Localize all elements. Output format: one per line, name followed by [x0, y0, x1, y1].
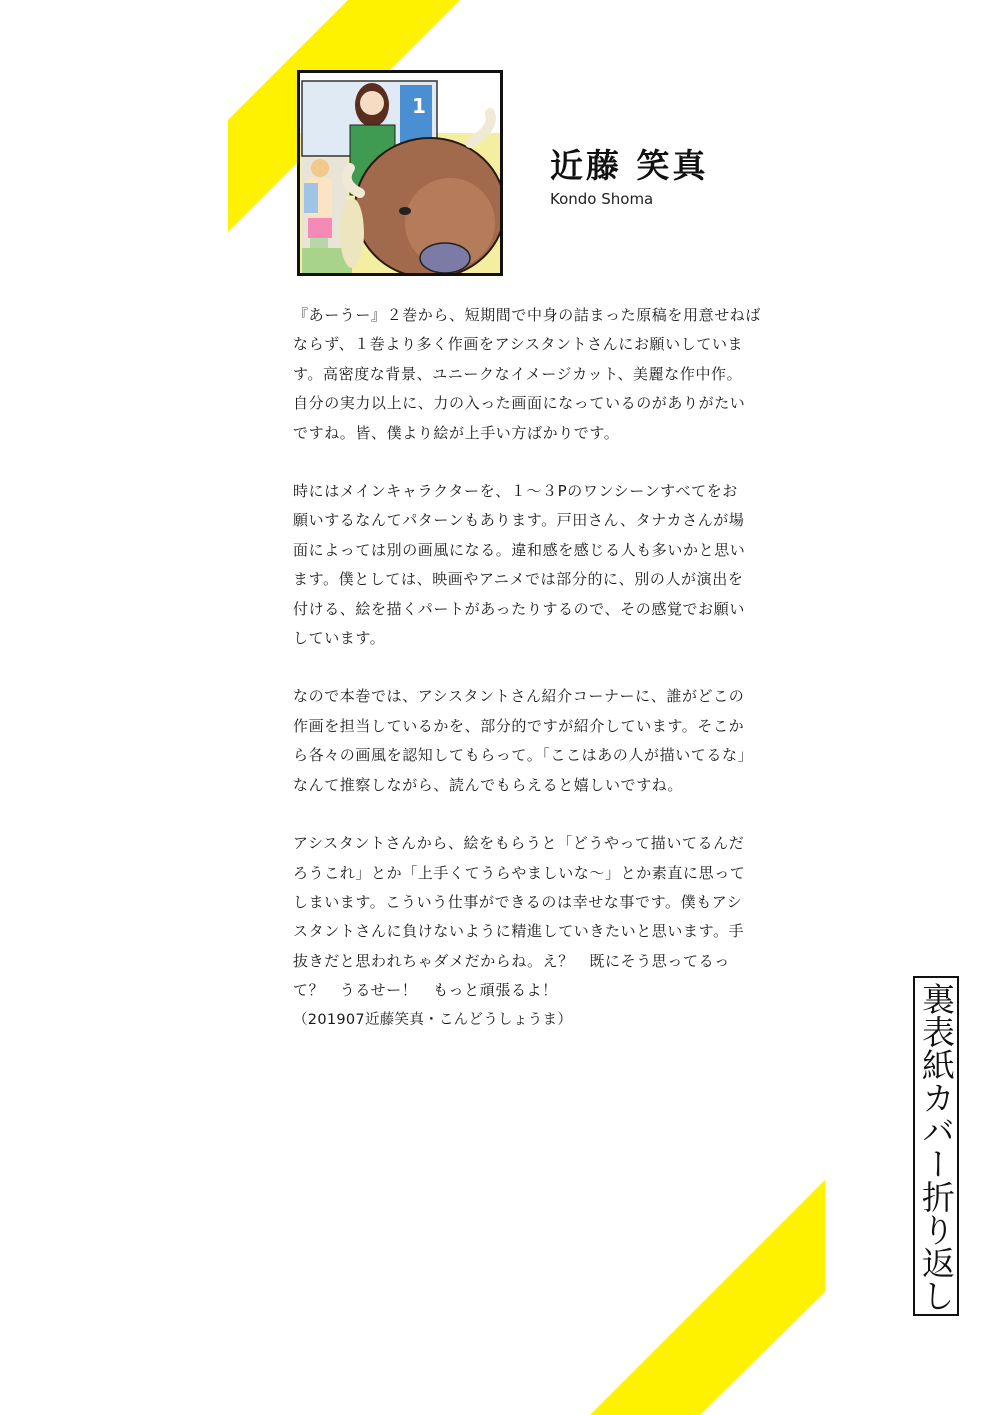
svg-text:1: 1 [412, 94, 426, 118]
essay-paragraph: 時にはメインキャラクターを、１〜３Pのワンシーンすべてをお 願いするなんてパターンもあります。戸田さん、タナカさんが場 面によっては別の画風になる。違和感を感じる人も多いかと思い ます。僕としては、映画やアニメでは部分的に、別の人が演出を 付ける、絵を描くパートがあったりするので、その感覚でお願い しています。 [293, 482, 746, 648]
cover-flap-label: 裏表紙カバー折り返し [913, 976, 959, 1316]
bottom-yellow-stripe [590, 1180, 825, 1415]
essay-signature: （201907近藤笑真・こんどうしょうま） [293, 1011, 573, 1028]
essay-paragraph: アシスタントさんから、絵をもらうと「どうやって描いてるんだ ろうこれ」とか「上手くてうらやましいな〜」とか素直に思って しまいます。こういう仕事ができるのは幸せな事です。僕もアシ スタントさんに負けないように精進していきたいと思います。手 抜きだと思われちゃダメだからね。え？ 既にそう思ってるっ て？ うるせー！ もっと頑張るよ！ [293, 834, 746, 1000]
essay-paragraph: なので本巻では、アシスタントさん紹介コーナーに、誰がどこの 作画を担当しているかを、部分的ですが紹介しています。そこか ら各々の画風を認知してもらって。「ここはあの人が描いてるな」 なんて推察しながら、読んでもらえると嬉しいですね。 [293, 687, 754, 794]
essay-body [293, 301, 768, 1064]
author-portrait-illustration [300, 73, 500, 273]
author-name-romaji: Kondo Shoma [550, 190, 654, 208]
author-name: 近藤 笑真 [550, 146, 709, 185]
essay-paragraph: 『あーうー』２巻から、短期間で中身の詰まった原稿を用意せねば ならず、１巻より多く作画をアシスタントさんにお願いしていま す。高密度な背景、ユニークなイメージカット、美麗な作中作。 自分の実力以上に、力の入った画面になっているのがありがたい ですね。皆、僕より絵が上手い方ばかりです。 [293, 306, 762, 442]
author-portrait [297, 70, 503, 276]
